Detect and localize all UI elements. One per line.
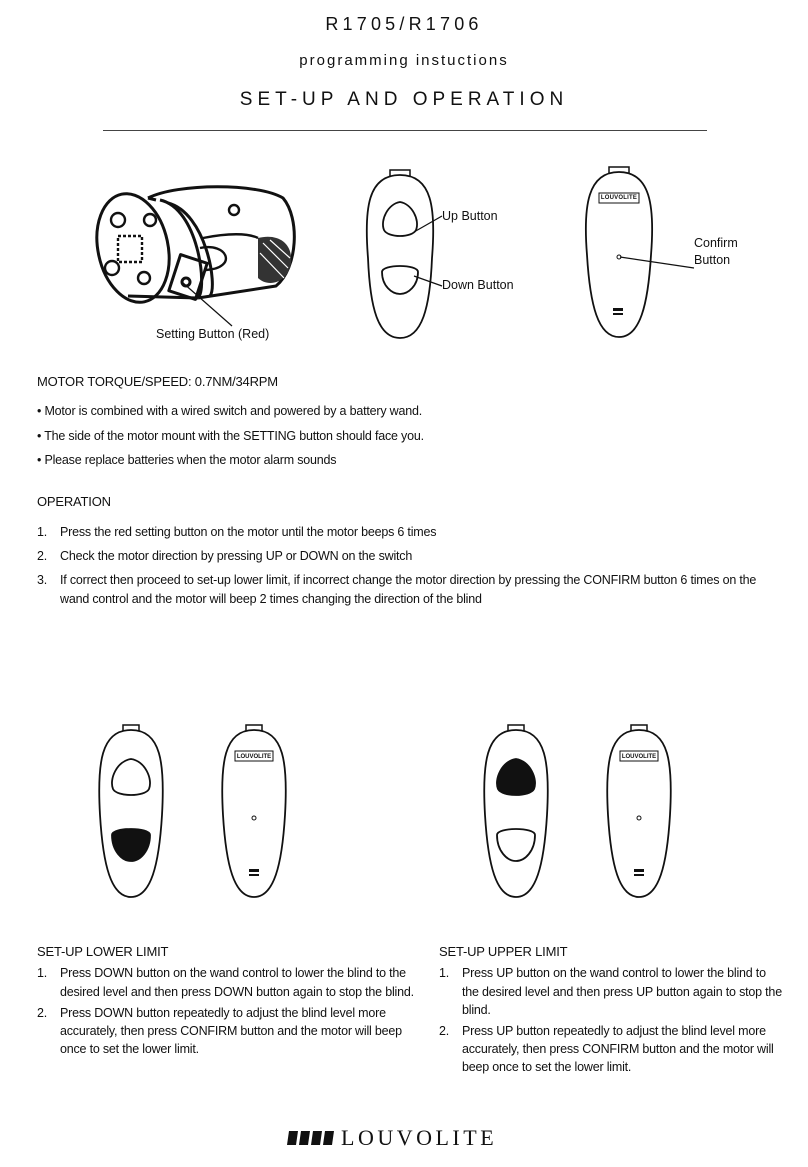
upper-limit-heading: SET-UP UPPER LIMIT xyxy=(439,944,568,959)
lower-step-2-line3: once to set the lower limit. xyxy=(60,1042,199,1056)
lower-step-2-line2: accurately, then press CONFIRM button and the motor will beep xyxy=(60,1024,402,1038)
setting-button-label: Setting Button (Red) xyxy=(156,327,270,341)
upper-step-2-line1: Press UP button repeatedly to adjust the blind level more xyxy=(462,1024,766,1038)
spec-note-2: • The side of the motor mount with the SETTING button should face you. xyxy=(37,429,424,443)
operation-step-2-num: 2. xyxy=(37,549,48,563)
upper-limit-wand-back xyxy=(603,723,675,903)
lower-limit-heading: SET-UP LOWER LIMIT xyxy=(37,944,169,959)
up-button-label: Up Button xyxy=(442,209,498,223)
upper-step-1-num: 1. xyxy=(439,966,450,980)
upper-limit-wand-brand-badge: LOUVOLITE xyxy=(621,754,657,760)
lower-limit-wand-front xyxy=(95,723,167,903)
spec-note-3: • Please replace batteries when the motor alarm sounds xyxy=(37,453,337,467)
down-button-label: Down Button xyxy=(442,278,514,292)
spec-note-1: • Motor is combined with a wired switch and powered by a battery wand. xyxy=(37,404,423,418)
operation-step-2-text: Check the motor direction by pressing UP or DOWN on the switch xyxy=(60,549,413,563)
operation-step-1-num: 1. xyxy=(37,525,48,539)
wand-back-brand-badge: LOUVOLITE xyxy=(600,195,638,201)
confirm-button-label-line2: Button xyxy=(694,253,731,267)
upper-step-2-line2: accurately, then press CONFIRM button and the motor will xyxy=(462,1042,774,1056)
operation-step-3-text-line1: If correct then proceed to set-up lower limit, if incorrect change the motor direction by pressing the CONFIRM button 6 times on the xyxy=(60,573,757,587)
model-title: R1705/R1706 xyxy=(325,14,483,34)
upper-step-2-line3: beep once to set the lower limit. xyxy=(462,1060,632,1074)
confirm-button-label-line1: Confirm xyxy=(694,236,738,250)
footer-logo xyxy=(287,1125,497,1151)
upper-step-2-num: 2. xyxy=(439,1024,450,1038)
upper-step-1-line3: blind. xyxy=(462,1003,491,1017)
lower-limit-wand-brand-badge: LOUVOLITE xyxy=(236,754,272,760)
lower-step-1-num: 1. xyxy=(37,966,48,980)
lower-step-2-line1: Press DOWN button repeatedly to adjust the blind level more xyxy=(60,1006,386,1020)
operation-step-3-num: 3. xyxy=(37,573,48,587)
upper-limit-wand-front xyxy=(480,723,552,903)
subtitle: programming instuctions xyxy=(299,52,509,69)
header-divider xyxy=(103,130,707,131)
lower-step-2-num: 2. xyxy=(37,1006,48,1020)
footer-brand-name: LOUVOLITE xyxy=(341,1125,498,1150)
section-title: SET-UP AND OPERATION xyxy=(239,89,569,110)
operation-heading: OPERATION xyxy=(37,494,111,509)
lower-limit-wand-back xyxy=(218,723,290,903)
operation-step-3-text-line2: wand control and the motor will beep 2 times changing the direction of the blind xyxy=(60,592,482,606)
upper-step-1-line2: the desired level and then press UP button again to stop the xyxy=(462,985,782,999)
motor-torque-speed: MOTOR TORQUE/SPEED: 0.7NM/34RPM xyxy=(37,374,278,389)
louvolite-logo-icon xyxy=(287,1128,335,1148)
lower-step-1-line1: Press DOWN button on the wand control to lower the blind to the xyxy=(60,966,406,980)
operation-step-1-text: Press the red setting button on the motor until the motor beeps 6 times xyxy=(60,525,437,539)
upper-step-1-line1: Press UP button on the wand control to lower the blind to xyxy=(462,966,766,980)
confirm-button-leader xyxy=(618,252,696,272)
lower-step-1-line2: desired level and then press DOWN button again to stop the blind. xyxy=(60,985,414,999)
setting-button-leader xyxy=(180,280,240,330)
